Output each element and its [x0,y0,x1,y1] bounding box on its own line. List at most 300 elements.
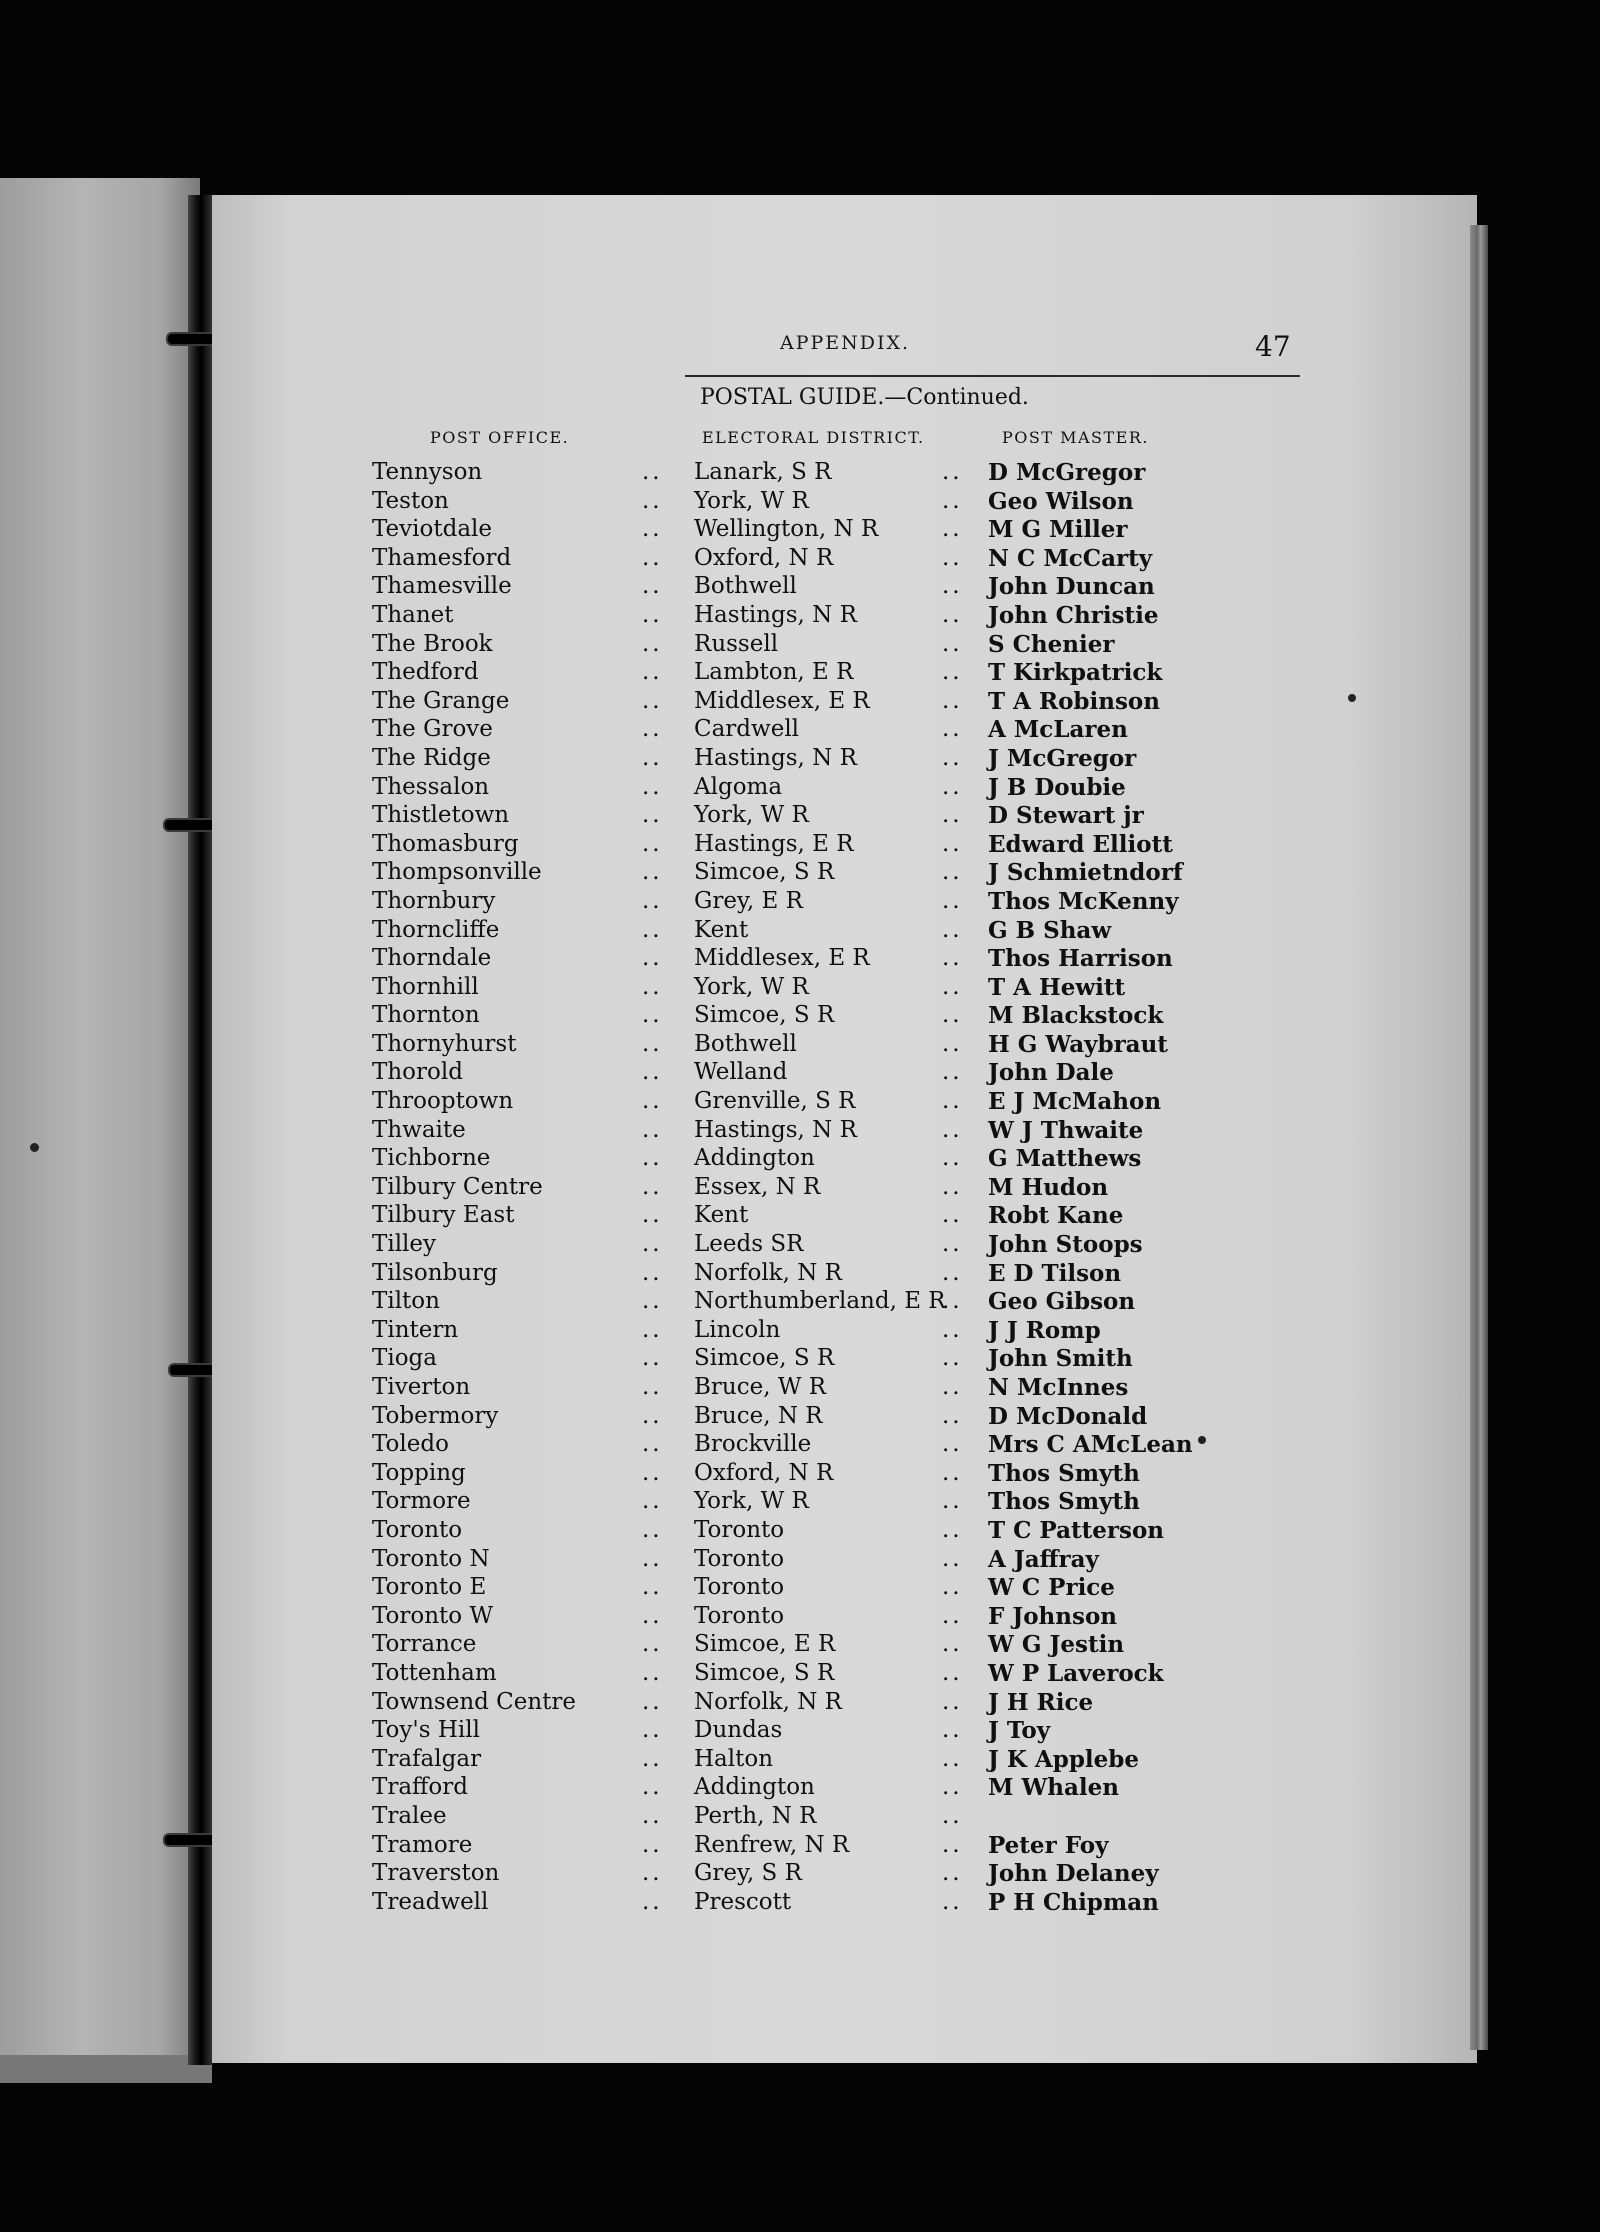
table-row [372,1460,1222,1489]
electoral-district-cell: Simcoe, S R [694,1345,835,1372]
leader-dots: .. [642,1431,663,1458]
post-master-cell: John Duncan [988,573,1155,601]
post-office-cell: Toronto E [372,1574,487,1601]
electoral-district-cell: Perth, N R [694,1802,817,1829]
post-office-cell: The Grange [372,687,510,714]
leader-dots: .. [642,516,663,543]
table-row [372,1345,1222,1374]
post-office-cell: Thornton [372,1002,480,1029]
leader-dots: .. [642,1059,663,1086]
leader-dots: .. [642,1717,663,1744]
post-office-cell: Thorncliffe [372,916,500,943]
electoral-district-cell: York, W R [694,1488,809,1515]
post-office-cell: Tottenham [372,1659,497,1686]
table-row [372,1174,1222,1203]
electoral-district-cell: Lambton, E R [694,659,854,686]
table-row [372,1145,1222,1174]
leader-dots: .. [942,1602,963,1629]
leader-dots: .. [942,887,963,914]
table-row [372,1832,1222,1861]
leader-dots: .. [942,459,963,485]
post-office-cell: Thomasburg [372,830,519,857]
post-master-cell: W C Price [988,1574,1115,1602]
leader-dots: .. [942,916,963,943]
post-master-cell: A Jaffray [988,1545,1099,1573]
leader-dots: .. [942,1402,963,1429]
leader-dots: .. [942,1774,963,1801]
post-office-cell: Tralee [372,1802,447,1829]
running-header [700,330,1300,370]
electoral-district-cell: Cardwell [694,716,800,743]
leader-dots: .. [642,1602,663,1629]
leader-dots: .. [942,1173,963,1200]
electoral-district-cell: Toronto [694,1545,785,1572]
electoral-district-cell: Toronto [694,1516,785,1543]
leader-dots: .. [642,573,663,600]
table-row [372,659,1222,688]
post-master-cell: P H Chipman [988,1888,1159,1916]
table-row [372,1260,1222,1289]
table-row [372,716,1222,745]
electoral-district-cell: Norfolk, N R [694,1259,842,1286]
table-row [372,1546,1222,1575]
post-master-cell: W P Laverock [988,1659,1164,1687]
column-header-electoral-district: ELECTORAL DISTRICT. [702,428,925,447]
table-row [372,1860,1222,1889]
post-office-cell: Tilley [372,1231,437,1258]
leader-dots: .. [642,630,663,657]
post-master-cell: F Johnson [988,1602,1118,1630]
leader-dots: .. [642,744,663,771]
post-office-cell: Tichborne [372,1145,491,1172]
post-master-cell: A McLaren [988,716,1128,744]
leader-dots: .. [642,459,663,485]
post-office-cell: Traverston [372,1860,500,1887]
leader-dots: .. [942,1316,963,1343]
table-row [372,1374,1222,1403]
leader-dots: .. [942,1516,963,1543]
post-master-cell: Thos Harrison [988,945,1173,973]
post-master-cell: John Smith [988,1345,1133,1373]
table-row [372,1231,1222,1260]
table-row [372,1202,1222,1231]
table-row [372,1059,1222,1088]
electoral-district-cell: Dundas [694,1717,783,1744]
leader-dots: .. [642,859,663,886]
table-row [372,488,1222,517]
leader-dots: .. [642,487,663,514]
post-master-cell: John Dale [988,1059,1114,1087]
post-master-cell: John Christie [988,601,1159,629]
post-office-cell: Tennyson [372,459,483,485]
post-office-cell: Toy's Hill [372,1717,480,1744]
electoral-district-cell: Renfrew, N R [694,1831,850,1858]
electoral-district-cell: York, W R [694,802,809,829]
table-row [372,688,1222,717]
leader-dots: .. [942,1030,963,1057]
post-office-cell: Tilbury Centre [372,1173,543,1200]
leader-dots: .. [642,1259,663,1286]
leader-dots: .. [642,544,663,571]
leader-dots: .. [942,487,963,514]
table-row [372,1574,1222,1603]
post-master-cell: John Delaney [988,1860,1159,1888]
leader-dots: .. [942,973,963,1000]
table-row [372,1774,1222,1803]
leader-dots: .. [642,1459,663,1486]
leader-dots: .. [942,544,963,571]
electoral-district-cell: Leeds SR [694,1231,804,1258]
post-office-cell: Thistletown [372,802,510,829]
post-master-cell: J J Romp [988,1316,1101,1344]
table-row [372,631,1222,660]
electoral-district-cell: Hastings, N R [694,1116,857,1143]
table-row [372,859,1222,888]
leader-dots: .. [942,601,963,628]
post-office-cell: Thamesville [372,573,512,600]
electoral-district-cell: Prescott [694,1888,792,1915]
post-master-cell: Peter Foy [988,1831,1109,1859]
page-edge [1470,225,1488,2050]
leader-dots: .. [642,1288,663,1315]
leader-dots: .. [642,916,663,943]
post-master-cell: D McGregor [988,459,1146,486]
electoral-district-cell: Oxford, N R [694,1459,834,1486]
section-subtitle: POSTAL GUIDE.—Continued. [700,385,1029,410]
leader-dots: .. [942,1288,963,1315]
electoral-district-cell: Norfolk, N R [694,1688,842,1715]
table-row [372,1631,1222,1660]
header-title: APPENDIX. [780,332,911,354]
leader-dots: .. [642,945,663,972]
leader-dots: .. [642,1116,663,1143]
leader-dots: .. [642,1030,663,1057]
column-header-post-office: POST OFFICE. [430,428,570,447]
leader-dots: .. [942,945,963,972]
post-master-cell: W G Jestin [988,1631,1125,1659]
electoral-district-cell: Northumberland, E R [694,1288,946,1315]
post-master-cell: T A Hewitt [988,973,1126,1001]
post-master-cell: M Whalen [988,1774,1120,1802]
leader-dots: .. [942,1145,963,1172]
post-office-cell: Tintern [372,1316,459,1343]
post-master-cell: T C Patterson [988,1516,1165,1544]
leader-dots: .. [642,1774,663,1801]
leader-dots: .. [942,1545,963,1572]
table-row [372,516,1222,545]
post-office-cell: Thwaite [372,1116,466,1143]
post-master-cell: J Schmietndorf [988,859,1183,887]
table-row [372,1031,1222,1060]
post-master-cell: E J McMahon [988,1088,1162,1116]
leader-dots: .. [942,1116,963,1143]
electoral-district-cell: Bothwell [694,573,797,600]
leader-dots: .. [642,1345,663,1372]
post-master-cell: E D Tilson [988,1259,1122,1287]
table-row [372,1088,1222,1117]
electoral-district-cell: Simcoe, S R [694,859,835,886]
post-office-cell: Toronto W [372,1602,494,1629]
facing-page-bottom-strip [0,2055,212,2083]
page-number: 47 [1255,330,1291,363]
post-office-cell: Topping [372,1459,466,1486]
post-office-cell: Teviotdale [372,516,493,543]
electoral-district-cell: Hastings, N R [694,601,857,628]
table-row [372,1803,1222,1832]
electoral-district-cell: York, W R [694,973,809,1000]
leader-dots: .. [642,1231,663,1258]
leader-dots: .. [642,1888,663,1915]
post-office-cell: Toledo [372,1431,449,1458]
post-master-cell: H G Waybraut [988,1030,1168,1058]
leader-dots: .. [942,1202,963,1229]
electoral-district-cell: Grey, S R [694,1860,802,1887]
leader-dots: .. [642,773,663,800]
post-master-cell: D McDonald [988,1402,1148,1430]
electoral-district-cell: Addington [694,1774,815,1801]
electoral-district-cell: Simcoe, S R [694,1002,835,1029]
electoral-district-cell: Lincoln [694,1316,781,1343]
post-master-cell: D Stewart jr [988,802,1144,830]
electoral-district-cell: Grenville, S R [694,1088,856,1115]
post-master-cell: J McGregor [988,744,1137,772]
leader-dots: .. [642,1860,663,1887]
electoral-district-cell: Bruce, W R [694,1374,827,1400]
leader-dots: .. [942,859,963,886]
post-office-cell: Tilbury East [372,1202,515,1229]
post-master-cell: Geo Gibson [988,1288,1136,1316]
post-office-cell: Throoptown [372,1088,514,1115]
leader-dots: .. [942,1459,963,1486]
table-row [372,745,1222,774]
electoral-district-cell: Bruce, N R [694,1402,823,1429]
post-master-cell: M Blackstock [988,1002,1164,1030]
post-office-cell: Thedford [372,659,479,686]
header-rule [685,375,1300,377]
leader-dots: .. [942,1345,963,1372]
leader-dots: .. [942,773,963,800]
post-office-cell: Thompsonville [372,859,542,886]
electoral-district-cell: Bothwell [694,1030,797,1057]
leader-dots: .. [942,659,963,686]
leader-dots: .. [942,716,963,743]
leader-dots: .. [942,744,963,771]
table-row [372,831,1222,860]
leader-dots: .. [642,1831,663,1858]
post-office-cell: Toronto [372,1516,463,1543]
electoral-district-cell: Algoma [694,773,783,800]
post-office-cell: Thornyhurst [372,1030,517,1057]
post-office-cell: Tilsonburg [372,1259,498,1286]
leader-dots: .. [642,1202,663,1229]
leader-dots: .. [942,1745,963,1772]
post-master-cell: J B Doubie [988,773,1126,801]
post-master-cell: Mrs C AMcLean [988,1431,1193,1459]
post-office-cell: Thamesford [372,544,512,571]
post-office-cell: Thorndale [372,945,492,972]
electoral-district-cell: Simcoe, S R [694,1659,835,1686]
leader-dots: .. [642,1574,663,1601]
post-master-cell: Edward Elliott [988,830,1173,858]
leader-dots: .. [942,1688,963,1715]
table-row [372,1689,1222,1718]
post-master-cell: N C McCarty [988,544,1153,572]
ink-spot [30,1143,39,1152]
table-row [372,1717,1222,1746]
post-office-cell: Trafalgar [372,1745,482,1772]
leader-dots: .. [642,1374,663,1400]
table-row [372,1660,1222,1689]
table-row [372,1403,1222,1432]
table-row [372,888,1222,917]
table-row [372,945,1222,974]
leader-dots: .. [642,716,663,743]
table-row [372,1317,1222,1346]
table-row [372,1746,1222,1775]
post-master-cell: John Stoops [988,1231,1143,1259]
electoral-district-cell: Middlesex, E R [694,945,870,972]
column-header-post-master: POST MASTER. [1002,428,1149,447]
leader-dots: .. [642,1745,663,1772]
leader-dots: .. [942,1802,963,1829]
leader-dots: .. [942,1231,963,1258]
electoral-district-cell: Kent [694,1202,749,1229]
post-master-cell: S Chenier [988,630,1115,658]
post-office-cell: Townsend Centre [372,1688,577,1715]
leader-dots: .. [942,1888,963,1915]
leader-dots: .. [942,1002,963,1029]
electoral-district-cell: Essex, N R [694,1173,821,1200]
leader-dots: .. [942,1574,963,1601]
post-office-cell: The Brook [372,630,493,657]
leader-dots: .. [642,659,663,686]
table-row [372,1288,1222,1317]
post-office-cell: Tobermory [372,1402,499,1429]
table-row [372,974,1222,1003]
post-office-cell: Thornbury [372,887,496,914]
leader-dots: .. [942,1631,963,1658]
table-row [372,1517,1222,1546]
post-office-cell: The Ridge [372,744,491,771]
electoral-district-cell: Lanark, S R [694,459,832,485]
table-row [372,1488,1222,1517]
table-row [372,917,1222,946]
leader-dots: .. [642,802,663,829]
post-master-cell: Geo Wilson [988,487,1134,515]
facing-page [0,178,200,2070]
post-master-cell: J H Rice [988,1688,1094,1716]
post-master-cell: W J Thwaite [988,1116,1144,1144]
leader-dots: .. [942,1659,963,1686]
electoral-district-cell: Addington [694,1145,815,1172]
post-office-cell: Tormore [372,1488,471,1515]
table-row [372,1603,1222,1632]
post-office-cell: Thessalon [372,773,490,800]
post-master-cell: M G Miller [988,516,1128,544]
table-row [372,545,1222,574]
leader-dots: .. [942,1717,963,1744]
leader-dots: .. [942,1374,963,1400]
post-office-cell: Trafford [372,1774,468,1801]
leader-dots: .. [642,687,663,714]
leader-dots: .. [942,1488,963,1515]
table-row [372,573,1222,602]
electoral-district-cell: Oxford, N R [694,544,834,571]
leader-dots: .. [942,802,963,829]
electoral-district-cell: Kent [694,916,749,943]
post-master-cell: Thos Smyth [988,1459,1140,1487]
book-binding [188,195,212,2065]
post-master-cell: Thos McKenny [988,887,1179,915]
post-office-cell: Teston [372,487,449,514]
post-office-cell: Tiverton [372,1374,471,1400]
post-master-cell: J Toy [988,1717,1051,1745]
post-office-cell: Torrance [372,1631,477,1658]
leader-dots: .. [942,1259,963,1286]
leader-dots: .. [642,1659,663,1686]
electoral-district-cell: Middlesex, E R [694,687,870,714]
leader-dots: .. [642,1316,663,1343]
leader-dots: .. [642,1802,663,1829]
table-row [372,459,1222,488]
table-row [372,1117,1222,1146]
leader-dots: .. [642,1488,663,1515]
table-row [372,802,1222,831]
electoral-district-cell: Brockville [694,1431,812,1458]
electoral-district-cell: Hastings, E R [694,830,854,857]
leader-dots: .. [942,1860,963,1887]
post-office-cell: Toronto N [372,1545,490,1572]
post-master-cell: J K Applebe [988,1745,1139,1773]
leader-dots: .. [942,1431,963,1458]
electoral-district-cell: Simcoe, E R [694,1631,836,1658]
leader-dots: .. [642,887,663,914]
leader-dots: .. [942,1088,963,1115]
leader-dots: .. [642,1545,663,1572]
electoral-district-cell: Halton [694,1745,774,1772]
leader-dots: .. [942,516,963,543]
post-office-cell: The Grove [372,716,493,743]
leader-dots: .. [942,1831,963,1858]
leader-dots: .. [642,1516,663,1543]
leader-dots: .. [942,1059,963,1086]
table-row [372,602,1222,631]
electoral-district-cell: Wellington, N R [694,516,879,543]
ink-spot [1198,1436,1206,1444]
post-master-cell: G B Shaw [988,916,1112,944]
post-office-cell: Tramore [372,1831,473,1858]
leader-dots: .. [942,630,963,657]
table-row [372,1002,1222,1031]
post-office-cell: Tioga [372,1345,437,1372]
post-office-cell: Thanet [372,601,454,628]
post-master-cell: T Kirkpatrick [988,659,1163,687]
post-office-cell: Thorold [372,1059,463,1086]
leader-dots: .. [942,830,963,857]
electoral-district-cell: Hastings, N R [694,744,857,771]
leader-dots: .. [642,1002,663,1029]
electoral-district-cell: York, W R [694,487,809,514]
leader-dots: .. [642,1402,663,1429]
leader-dots: .. [642,1088,663,1115]
post-master-cell: Thos Smyth [988,1488,1140,1516]
table-row [372,774,1222,803]
post-office-cell: Treadwell [372,1888,489,1915]
table-row [372,1889,1222,1918]
post-master-cell: M Hudon [988,1173,1109,1201]
electoral-district-cell: Russell [694,630,779,657]
post-master-cell: T A Robinson [988,687,1160,715]
